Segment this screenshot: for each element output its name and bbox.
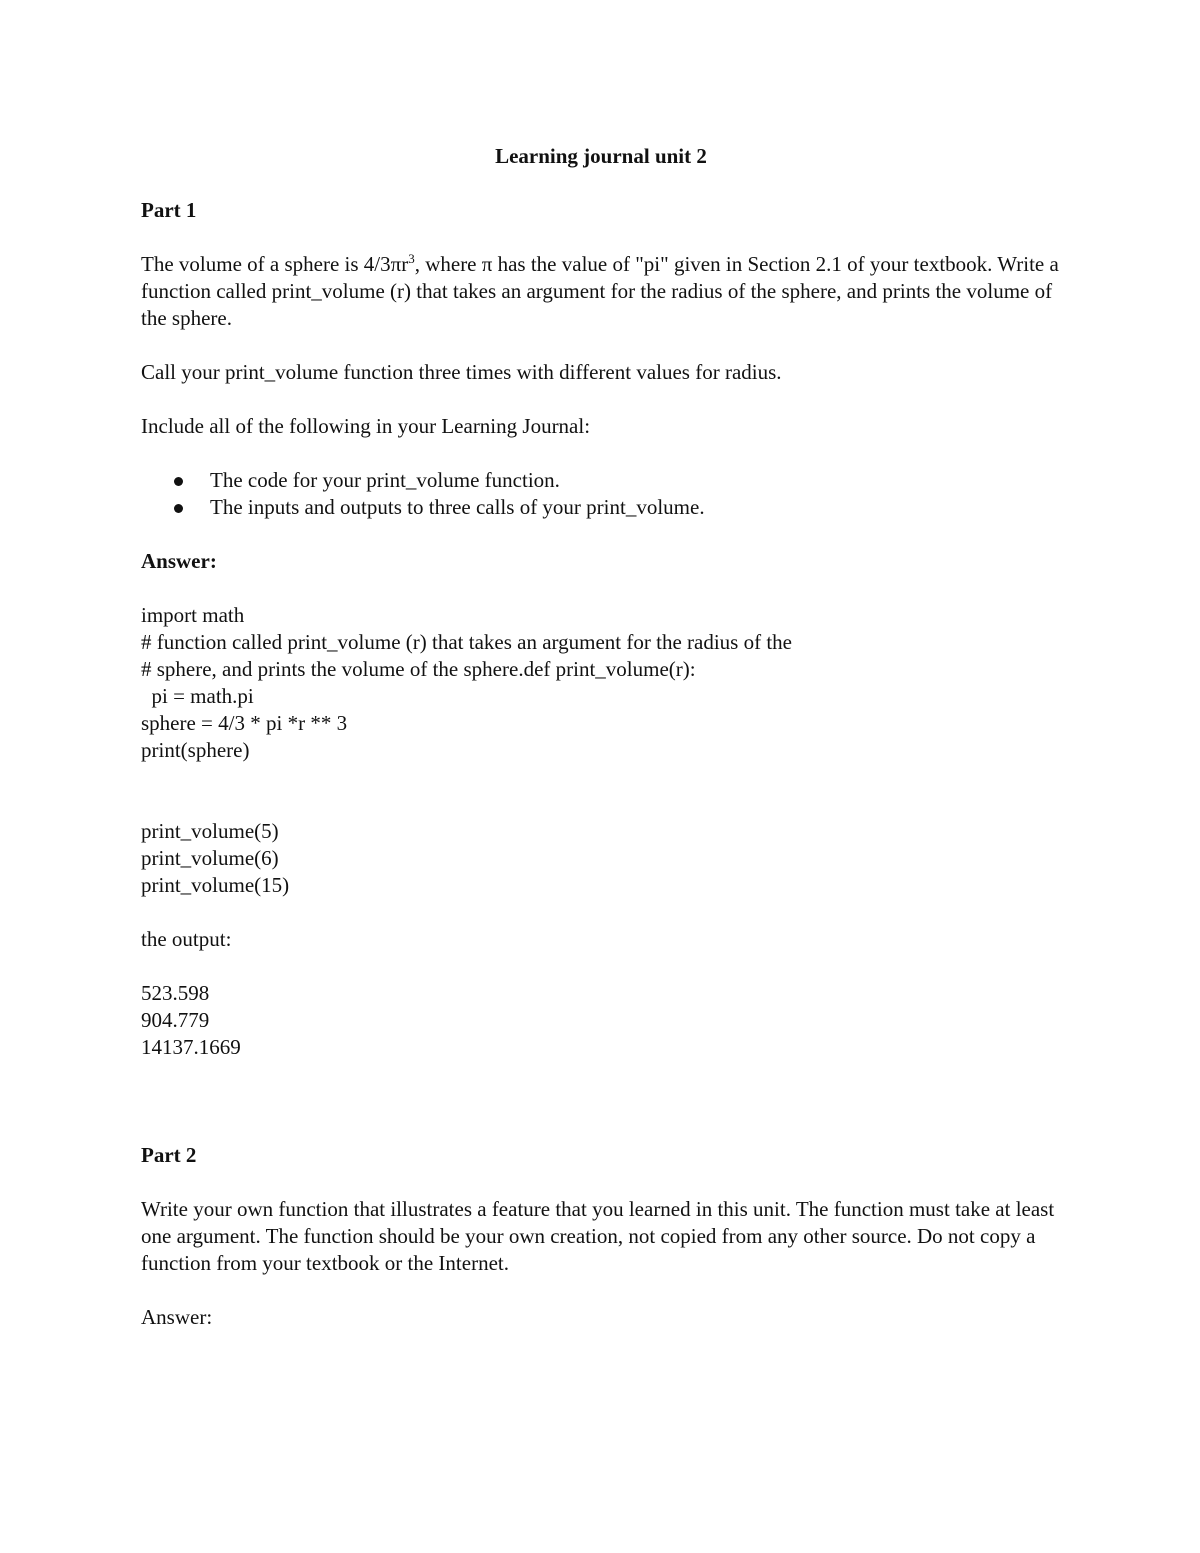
part2-heading: Part 2: [141, 1143, 197, 1167]
part1-intro-superscript: 3: [408, 251, 415, 266]
function-calls-block: [141, 818, 1061, 899]
part1-intro-before-sup: The volume of a sphere is 4/3πr: [141, 252, 409, 276]
part2-answer-label: Answer:: [141, 1305, 213, 1329]
list-item: [210, 494, 1061, 521]
code-line: # sphere, and prints the volume of the sphere.def print_volume(r):: [141, 657, 696, 681]
code-line: print_volume(15): [141, 873, 290, 897]
part1-call-instruction: Call your print_volume function three times with different values for radius.: [141, 360, 782, 384]
code-line: sphere = 4/3 * pi *r ** 3: [141, 711, 348, 735]
output-value: 523.598: [141, 981, 210, 1005]
output-label: the output:: [141, 927, 232, 951]
code-line: # function called print_volume (r) that takes an argument for the radius of the: [141, 630, 792, 654]
output-value: 904.779: [141, 1008, 210, 1032]
part1-intro: [141, 251, 1061, 332]
part1-include-instruction: Include all of the following in your Learning Journal:: [141, 414, 591, 438]
bullet-dot: [174, 477, 183, 486]
code-line: print(sphere): [141, 738, 250, 762]
part1-intro-after-sup: , where π has the value of "pi" given in Section 2.1 of your textbook. Write a function called print_volume (r) that takes an argument for the radius of the sphere, and prints the volume of the sphere.: [141, 252, 1059, 330]
part1-answer-label: Answer:: [141, 549, 217, 573]
spacer: [141, 791, 1061, 818]
part1-bullet-list: [141, 467, 1061, 521]
code-line: print_volume(5): [141, 819, 279, 843]
bullet-text: The inputs and outputs to three calls of your print_volume.: [210, 495, 705, 519]
part2-prompt: Write your own function that illustrates a feature that you learned in this unit. The function must take at least one argument. The function should be your own creation, not copied from any other source. Do not copy a function from your textbook or the Internet.: [141, 1197, 1055, 1275]
bullet-dot: [174, 504, 183, 513]
answer-code-block: [141, 602, 1061, 764]
code-line: import math: [141, 603, 245, 627]
bullet-text: The code for your print_volume function.: [210, 468, 560, 492]
part1-heading: Part 1: [141, 198, 197, 222]
document-body: [141, 143, 1061, 1358]
code-line: pi = math.pi: [141, 684, 254, 708]
outputs-block: [141, 980, 1061, 1061]
spacer: [141, 1088, 1061, 1142]
list-item: [210, 467, 1061, 494]
document-title: Learning journal unit 2: [495, 144, 707, 168]
code-line: print_volume(6): [141, 846, 279, 870]
output-value: 14137.1669: [141, 1035, 241, 1059]
